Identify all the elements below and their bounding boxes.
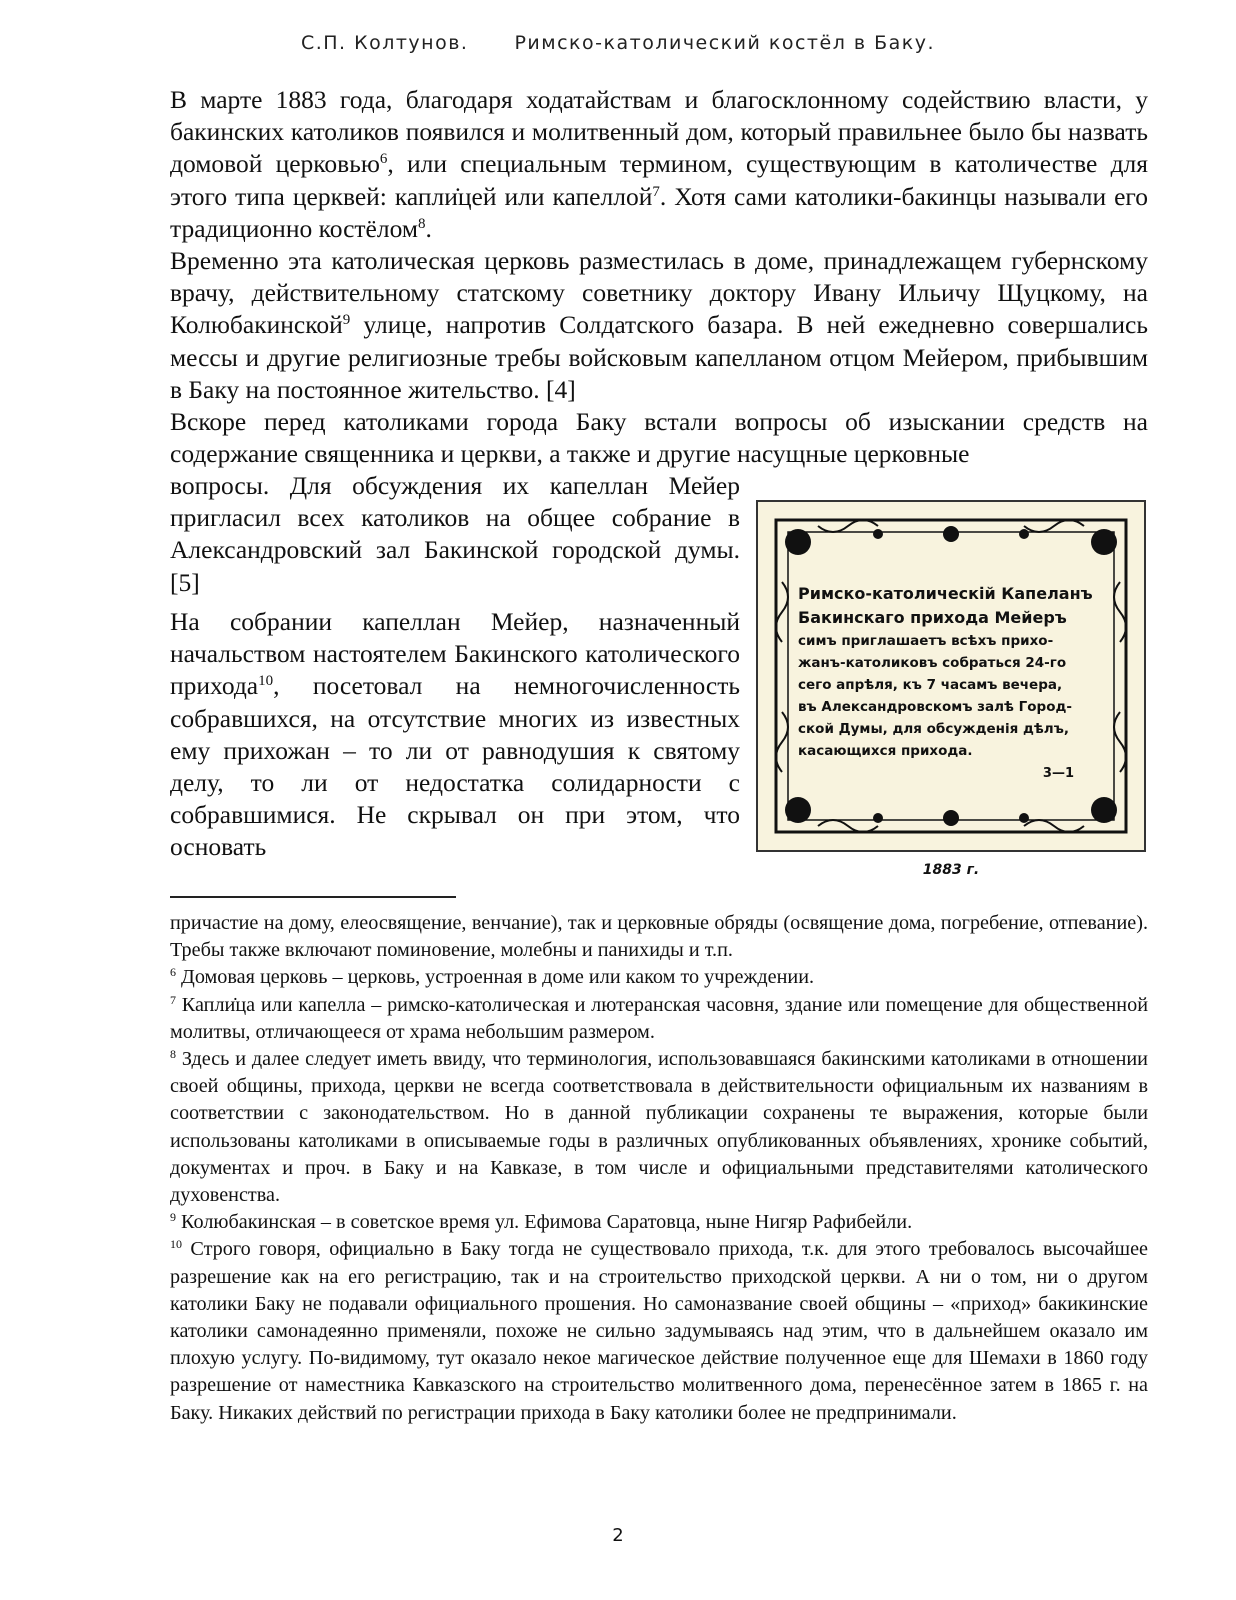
footnote-8: $^8$ Здесь и далее следует иметь ввиду, что терминология, использовавшаяся бакинскими католиками в отношении своей общины, прихода, церкви не всегда соответствовала в действительности официальным их названиям в соответствии с законодательством. Но в данной публикации сохранены те выражения, которые были использованы католиками в описываемые годы в различных опубликованных объявлениях, хронике событий, документах и проч. в Баку и на Кавказе, в том числе и официальными представителями католического духовенства. xyxy=(170,1047,1148,1207)
paragraph-3-narrow: вопросы. Для обсуждения их капеллан Мейер пригласил всех католиков на общее собрание в Александровский зал Бакинской городской думы. [5] xyxy=(170,471,740,597)
footnote-ref-10: 10 xyxy=(258,673,274,690)
running-header xyxy=(0,32,1236,54)
paragraph-3-wide: Вскоре перед католиками города Баку встали вопросы об изыскании средств на содержание священника и церкви, а также и другие насущные церковные xyxy=(170,407,1148,469)
footnote-9: $^9$ Колюбакинская – в советское время ул. Ефимова Саратовца, ныне Нигяр Рафибейли. xyxy=(170,1210,913,1234)
footnote-ref-8: 8 xyxy=(418,215,426,232)
paragraph-2: Временно эта католическая церковь разместилась в доме, принадлежащем губернскому врачу, действительному статскому советнику доктору Ивану Ильичу Щуцкому, на Колюбакинской$^9$ улице, напротив Солдатского базара. В ней ежедневно совершались мессы и другие религиозные требы войсковым капелланом отцом Мейером, прибывшим в Баку на постоянное жительство. [4] xyxy=(170,246,1148,404)
paragraph-4: На собрании капеллан Мейер, назначенный начальством настоятелем Бакинского католического прихода$^{10}$, посетовал на немногочисленность собравшихся, на отсутствие многих из известных ему прихожан – то ли от равнодушия к святому делу, то ли от недостатка солидарности с собравшимися. Не скрывал он при этом, что основать xyxy=(170,607,740,862)
header-title: Римско-католический костёл в Баку. xyxy=(514,32,936,54)
announcement-line: 3—1 xyxy=(1042,766,1074,781)
footnote-ref-6: 6 xyxy=(379,151,388,168)
footnotes xyxy=(170,910,1148,1427)
footnote-10: $^{10}$ Строго говоря, официально в Баку тогда не существовало прихода, т.к. для этого требовалось высочайшее разрешение как на его регистрацию, так и на строительство приходской церкви. А ни о том, ни о другом католики Баку не подавали официального прошения. Но самоназвание своей общины – «приход» бакикинские католики самонадеянно применяли, похоже не сильно задумываясь над этим, что в дальнейшем оказало им плохую услугу. По-видимому, тут оказало некое магическое действие полученное еще для Шемахи в 1860 году разрешение от наместника Кавказского на строительство молитвенного дома, перенесённое затем в 1865 г. на Баку. Никаких действий по регистрации прихода в Баку католики более не предпринимали. xyxy=(170,1237,1148,1424)
footnote-7: $^7$ Капли̇ца или капелла – римско-католическая и лютеранская часовня, здание или помещение для общественной молитвы, отличающееся от храма небольшим размером. xyxy=(170,992,1148,1043)
announcement-text xyxy=(798,582,1098,786)
announcement-line: сего апрѣля, къ 7 часамъ вечера, xyxy=(798,677,1063,693)
announcement-line: касающихся прихода. xyxy=(798,743,973,759)
header-author: С.П. Колтунов. xyxy=(300,32,469,54)
announcement-line: симъ приглашаетъ всѣхъ прихо- xyxy=(798,633,1054,649)
announcement-line: ской Думы, для обсужденія дѣлъ, xyxy=(798,721,1069,737)
footnote-6: $^6$ Домовая церковь – церковь, устроенная в доме или каком то учреждении. xyxy=(170,965,815,989)
figure-caption: 1883 г. xyxy=(922,862,980,878)
announcement-line: Римско-католическій Капеланъ xyxy=(798,584,1093,603)
footnote-separator xyxy=(170,896,456,898)
announcement-figure xyxy=(756,500,1146,852)
announcement-line: жанъ-католиковъ собраться 24-го xyxy=(798,655,1067,671)
page-number: 2 xyxy=(612,1525,624,1546)
paragraph-1: В марте 1883 года, благодаря ходатайствам и благосклонному содействию власти, у бакинских католиков появился и молитвенный дом, который правильнее было бы назвать домовой церковью$^6$, или специальным термином, существующим в католичестве для этого типа церквей: капли̇цей или капеллой$^7$. Хотя сами католики-бакинцы называли его традиционно костёлом$^8$. xyxy=(170,85,1149,243)
footnote-continuation: причастие на дому, елеосвящение, венчание), так и церковные обряды (освящение дома, погребение, отпевание). Требы также включают поминовение, молебны и панихиды и т.п. xyxy=(170,912,1148,962)
footnote-ref-7: 7 xyxy=(652,183,660,200)
announcement-line: въ Александровскомъ залѣ Город- xyxy=(798,699,1072,715)
announcement-line: Бакинскаго прихода Мейеръ xyxy=(798,608,1067,627)
footnote-ref-9: 9 xyxy=(342,312,351,329)
